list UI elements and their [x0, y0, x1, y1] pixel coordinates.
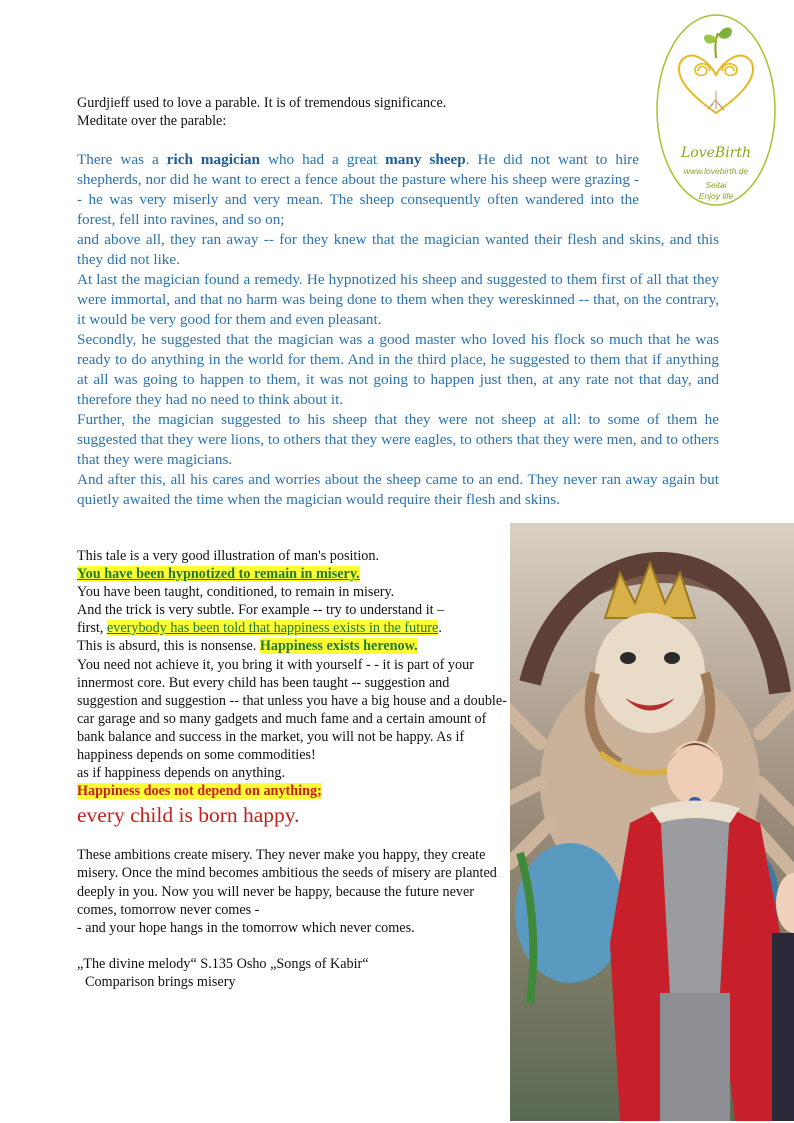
text: first,: [77, 620, 107, 637]
intro-line-2: Meditate over the parable:: [77, 113, 227, 129]
commentary-line-1: This tale is a very good illustration of man's position.: [77, 548, 380, 564]
commentary-line-4: And the trick is very subtle. For example -- try to understand it –: [77, 602, 445, 619]
highlight-future: everybody has been told that happiness exists in the future: [106, 620, 439, 637]
spacer: [77, 937, 507, 955]
photo-deity-statue-and-child: [510, 523, 794, 1121]
parable-text: There was a: [77, 151, 167, 168]
highlight-herenow: Happiness exists herenow.: [259, 638, 418, 655]
commentary-line-2: [77, 565, 507, 583]
intro-line-1: Gurdjieff used to love a parable. It is of tremendous significance.: [77, 95, 447, 111]
born-happy-heading: every child is born happy.: [77, 803, 300, 828]
parable-paragraph-2: At last the magician found a remedy. He hypnotized his sheep and suggested to them first of all that they were immortal, and that no harm was being done to them when they wereskinned -- that, on the contrary, it would be very good for them and even pleasant.: [77, 271, 719, 328]
commentary-line-5: [77, 619, 507, 637]
spacer: [77, 830, 507, 846]
parable-paragraph-1: [77, 150, 639, 230]
logo-tagline-2: Enjoy life: [698, 191, 734, 201]
logo-tagline-1: Seitai: [705, 180, 727, 190]
rich-magician-emphasis: rich magician: [166, 151, 260, 168]
parable-paragraph-4: Further, the magician suggested to his sheep that they were not sheep at all: to some of them he suggested that they were lions, to others that they were eagles, to others that they were men, and to others that they were magicians.: [77, 411, 719, 468]
highlight-hypnotized: You have been hypnotized to remain in misery.: [77, 566, 360, 583]
intro: [77, 94, 637, 130]
parable-paragraph-5: And after this, all his cares and worries about the sheep came to an end. They never ran away again but quietly awaited the time when the magician would require their flesh and skins.: [77, 471, 719, 508]
parable-paragraph-1b: and above all, they ran away -- for they knew that the magician wanted their flesh and skins, and this they did not like.: [77, 231, 719, 268]
commentary: [77, 547, 507, 991]
source-subtitle: Comparison brings misery: [85, 973, 236, 990]
commentary-paragraph: You need not achieve it, you bring it with yourself - - it is part of your innermost core. But every child has been taught -- suggestion and suggestion and suggestion -- that unless you have a big house and a double-car garage and so many gadgets and much fame and a certain amount of bank balance and success in the market, you will not be happy. As if happiness depends on some commodities!: [77, 656, 507, 764]
parable-text: who had a great: [259, 151, 386, 168]
commentary-line-6: [77, 637, 507, 655]
source-citation: „The divine melody“ S.135 Osho „Songs of Kabir“: [77, 955, 369, 972]
commentary-line-9: [77, 782, 507, 800]
logo-url: www.lovebirth.de: [683, 166, 749, 176]
text: .: [438, 620, 442, 637]
commentary-line-3: You have been taught, conditioned, to remain in misery.: [77, 584, 395, 601]
many-sheep-emphasis: many sheep: [385, 151, 466, 168]
parable: [77, 150, 719, 510]
parable-text: . He did not want to hire shepherds, nor did he want to erect a fence about the pasture where his sheep were grazing -- he was very miserly and very mean. The sheep consequently often wandered into the forest, fell into ravines, and so on;: [77, 151, 639, 228]
ambitions-paragraph: These ambitions create misery. They never make you happy, they create misery. Once the mind becomes ambitious the seeds of misery are planted deeply in you. Now you will never be happy, because the future never comes, tomorrow never comes -: [77, 847, 497, 918]
text: This is absurd, this is nonsense.: [77, 638, 260, 655]
photo-illustration: [510, 523, 794, 1121]
parable-paragraph-3: Secondly, he suggested that the magician was a good master who loved his flock so much that he was ready to do anything in the world for them. And in the third place, he suggested to them that if anything at all was going to happen to them, it was not going to happen just then, at any rate not that day, and therefore they had no need to think about it.: [77, 331, 719, 408]
highlight-does-not-depend: Happiness does not depend on anything;: [77, 783, 322, 800]
ambitions-paragraph-end: - and your hope hangs in the tomorrow which never comes.: [77, 919, 415, 936]
commentary-line-8: as if happiness depends on anything.: [77, 765, 286, 782]
logo-name: LoveBirth: [680, 145, 752, 161]
